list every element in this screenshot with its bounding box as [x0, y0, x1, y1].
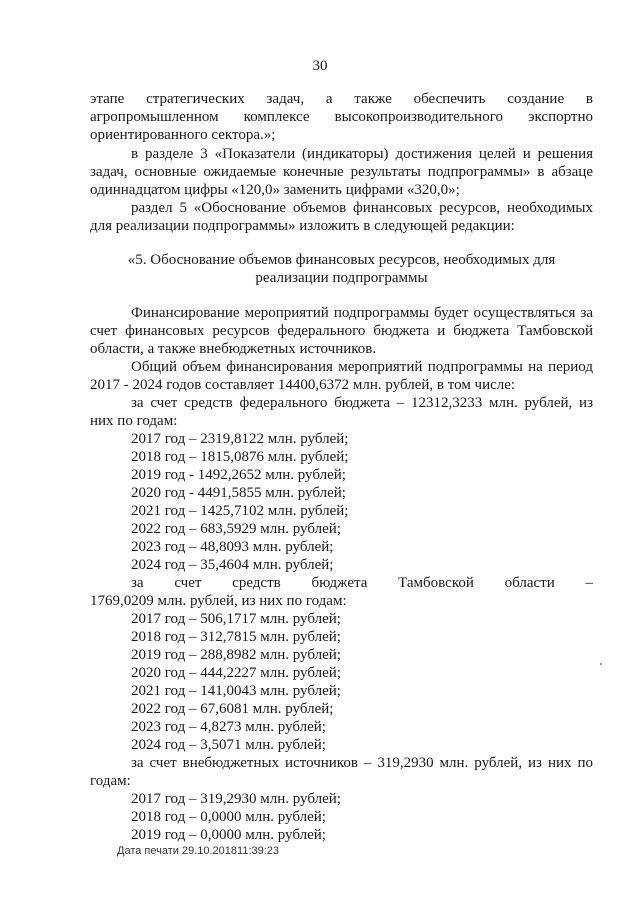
- text-line: 2024 год – 3,5071 млн. рублей;: [131, 737, 326, 753]
- text-line: 2018 год – 312,7815 млн. рублей;: [131, 629, 341, 645]
- text-line: за счет средств федерального бюджета – 12312,3233 млн. рублей, из: [131, 395, 593, 411]
- text-line: 2021 год – 1425,7102 млн. рублей;: [131, 503, 349, 519]
- text-line: области, а также внебюджетных источников.: [90, 341, 377, 357]
- text-line: за счет внебюджетных источников – 319,2930 млн. рублей, из них по: [131, 755, 593, 771]
- text-line: 1769,0209 млн. рублей, из них по годам:: [90, 593, 347, 609]
- text-line: 2020 год – 444,2227 млн. рублей;: [131, 665, 341, 681]
- text-line: Финансирование мероприятий подпрограммы будет осуществляться за: [131, 305, 593, 321]
- text-line: 2019 год - 1492,2652 млн. рублей;: [131, 467, 346, 483]
- text-line: Общий объем финансирования мероприятий подпрограммы на период: [131, 359, 593, 375]
- text-line: ориентированного сектора.»;: [90, 127, 276, 143]
- text-line: 2023 год – 48,8093 млн. рублей;: [131, 539, 334, 555]
- text-line: этапе стратегических задач, а также обеспечить создание в: [90, 91, 593, 107]
- print-date-footer: Дата печати 29.10.201811:39:23: [117, 845, 280, 857]
- text-line: них по годам:: [90, 413, 178, 429]
- text-line: 2020 год - 4491,5855 млн. рублей;: [131, 485, 346, 501]
- text-line: за счет средств бюджета Тамбовской области –: [131, 575, 593, 591]
- text-line: 2019 год – 288,8982 млн. рублей;: [131, 647, 341, 663]
- text-line: «5. Обоснование объемов финансовых ресурсов, необходимых для: [127, 252, 556, 268]
- text-line: реализации подпрограммы: [255, 270, 428, 286]
- text-line: 2022 год – 683,5929 млн. рублей;: [131, 521, 341, 537]
- text-line: годам:: [90, 773, 131, 789]
- scan-speck: [600, 663, 602, 665]
- text-line: 2024 год – 35,4604 млн. рублей;: [131, 557, 334, 573]
- text-line: 2022 год – 67,6081 млн. рублей;: [131, 701, 334, 717]
- text-line: раздел 5 «Обоснование объемов финансовых ресурсов, необходимых: [131, 200, 593, 216]
- text-line: 2017 год – 2319,8122 млн. рублей;: [131, 431, 349, 447]
- text-line: 2017 год – 319,2930 млн. рублей;: [131, 791, 341, 807]
- text-line: агропромышленном комплексе высокопроизводительного экспортно: [90, 109, 593, 125]
- text-line: 2023 год – 4,8273 млн. рублей;: [131, 719, 326, 735]
- text-line: 2019 год – 0,0000 млн. рублей;: [131, 827, 326, 843]
- text-line: счет финансовых ресурсов федерального бюджета и бюджета Тамбовской: [90, 323, 593, 339]
- text-line: 2018 год – 1815,0876 млн. рублей;: [131, 449, 349, 465]
- text-line: для реализации подпрограммы» изложить в следующей редакции:: [90, 218, 515, 234]
- text-line: 2017 год – 506,1717 млн. рублей;: [131, 611, 341, 627]
- text-line: 2017 - 2024 годов составляет 14400,6372 млн. рублей, в том числе:: [90, 377, 516, 393]
- text-line: одиннадцатом цифры «120,0» заменить цифрами «320,0»;: [90, 182, 460, 198]
- text-line: в разделе 3 «Показатели (индикаторы) достижения целей и решения: [131, 146, 593, 162]
- page-number: 30: [312, 58, 328, 74]
- text-line: задач, основные ожидаемые конечные результаты подпрограммы» в абзаце: [90, 164, 593, 180]
- text-line: 2018 год – 0,0000 млн. рублей;: [131, 809, 326, 825]
- text-line: 2021 год – 141,0043 млн. рублей;: [131, 683, 341, 699]
